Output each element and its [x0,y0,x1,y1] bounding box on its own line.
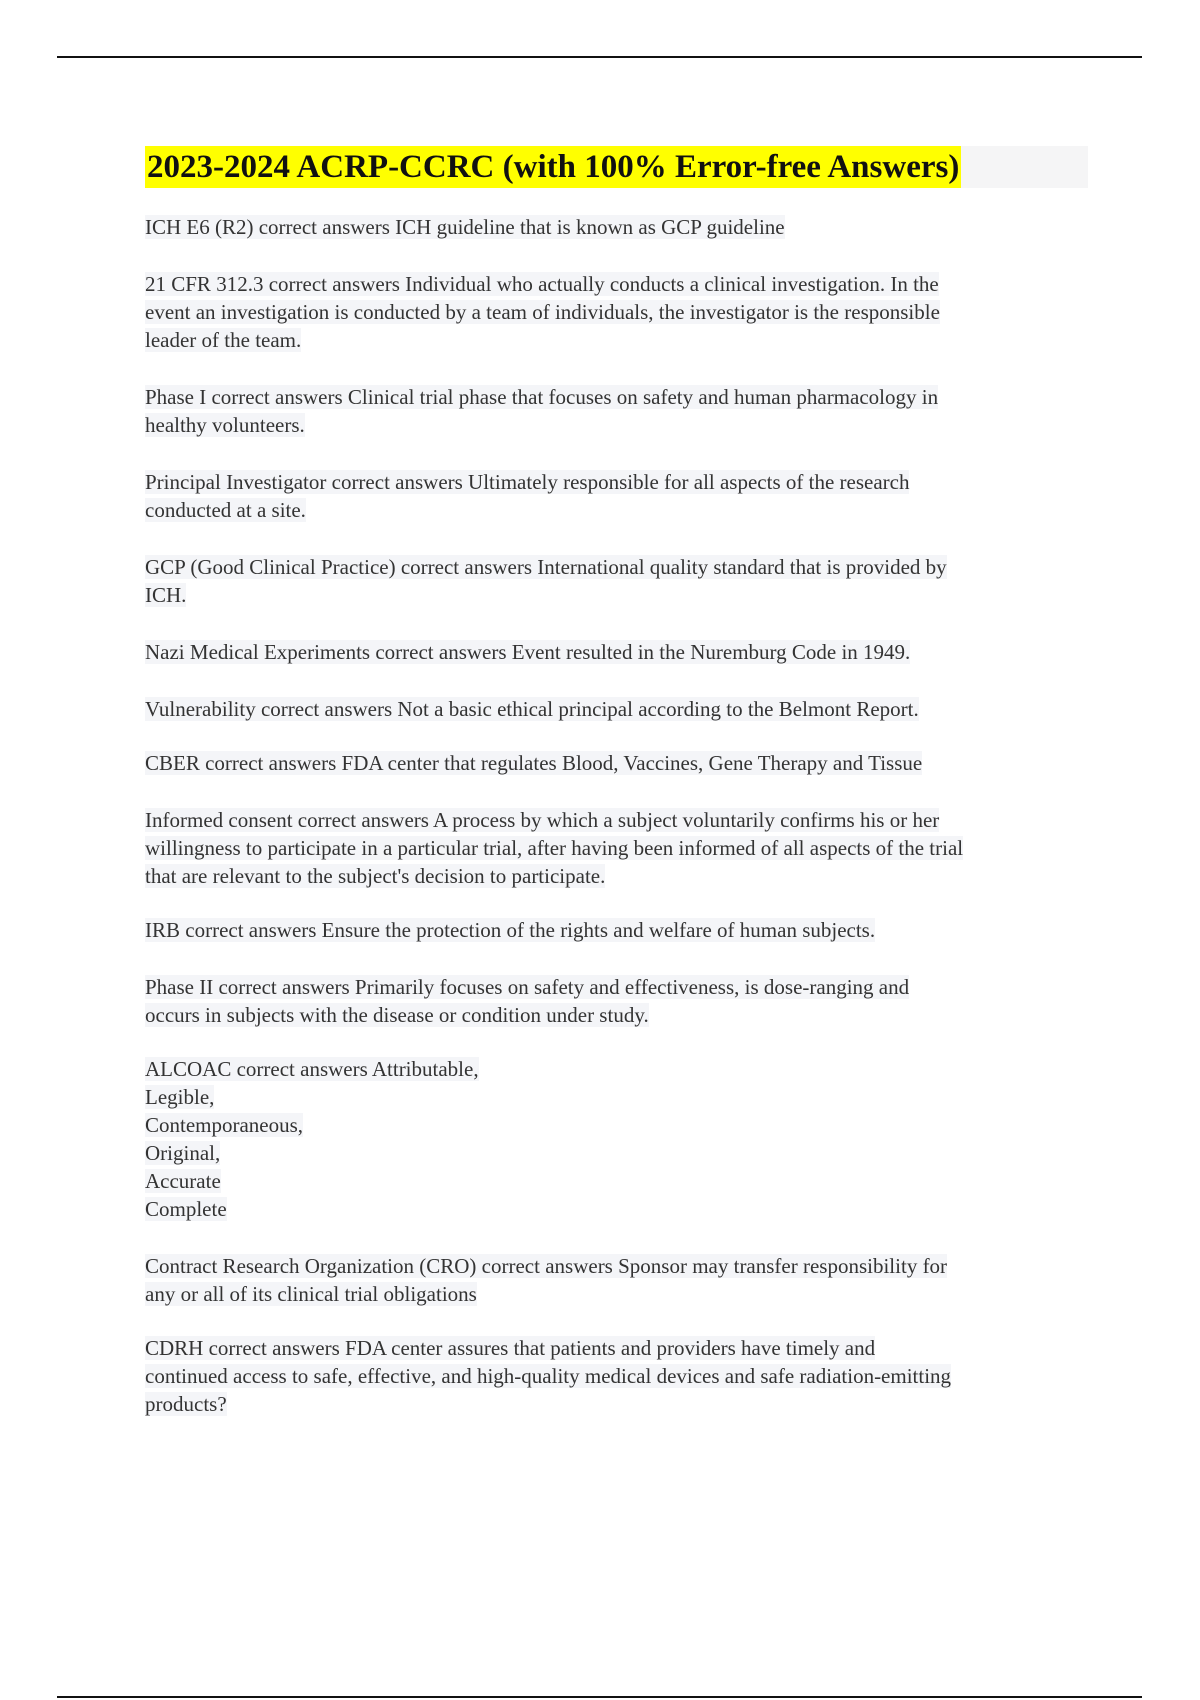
entry-line-text: IRB correct answers Ensure the protection of the rights and welfare of human subjects. [145,918,876,942]
entry-line [145,1252,1090,1280]
entry-line [145,1167,1090,1195]
entry-line-text: Complete [145,1197,227,1221]
qa-entry [145,695,1090,723]
qa-entry [145,213,1090,241]
entry-line [145,749,1090,777]
entry-line [145,213,1090,241]
entry-line-text: continued access to safe, effective, and high-quality medical devices and safe radiation-emitting [145,1364,952,1388]
entry-line [145,468,1090,496]
qa-entry [145,973,1090,1029]
entry-line-text: ALCOAC correct answers Attributable, [145,1057,479,1081]
entry-line-text: CDRH correct answers FDA center assures that patients and providers have timely and [145,1336,876,1360]
entry-line-text: Original, [145,1141,221,1165]
entry-line [145,411,1090,439]
entry-line-text: CBER correct answers FDA center that regulates Blood, Vaccines, Gene Therapy and Tissue [145,751,923,775]
entry-line-text: leader of the team. [145,328,302,352]
entry-line-text: event an investigation is conducted by a team of individuals, the investigator is the responsible [145,300,940,324]
entry-line [145,1055,1090,1083]
entry-line-text: that are relevant to the subject's decision to participate. [145,864,606,888]
qa-entry [145,270,1090,354]
qa-entry-list [145,213,1090,1418]
document-title: 2023-2024 ACRP-CCRC (with 100% Error-free Answers) [145,146,961,188]
qa-entry [145,1252,1090,1308]
entry-line [145,638,1090,666]
entry-line [145,496,1090,524]
title-block [145,146,1088,188]
entry-line [145,1390,1090,1418]
entry-line [145,326,1090,354]
entry-line [145,695,1090,723]
entry-line [145,806,1090,834]
entry-line [145,1280,1090,1308]
entry-line-text: Contemporaneous, [145,1113,304,1137]
entry-line-text: Legible, [145,1085,215,1109]
entry-line [145,298,1090,326]
entry-line-text: products? [145,1392,227,1416]
entry-line-text: occurs in subjects with the disease or condition under study. [145,1003,649,1027]
entry-line [145,1139,1090,1167]
entry-line [145,1001,1090,1029]
entry-line-text: Informed consent correct answers A process by which a subject voluntarily confirms his or her [145,808,940,832]
qa-entry [145,553,1090,609]
qa-entry [145,1334,1090,1418]
entry-line [145,916,1090,944]
entry-line-text: Contract Research Organization (CRO) correct answers Sponsor may transfer responsibility for [145,1254,948,1278]
entry-line-text: any or all of its clinical trial obligations [145,1282,477,1306]
entry-line-text: GCP (Good Clinical Practice) correct answers International quality standard that is provided by [145,555,947,579]
entry-line-text: healthy volunteers. [145,413,305,437]
entry-line-text: 21 CFR 312.3 correct answers Individual who actually conducts a clinical investigation. In the [145,272,939,296]
entry-line [145,1334,1090,1362]
entry-line [145,862,1090,890]
top-rule [57,56,1142,58]
bottom-rule [57,1696,1142,1698]
qa-entry [145,749,1090,777]
qa-entry [145,916,1090,944]
entry-line-text: Phase II correct answers Primarily focuses on safety and effectiveness, is dose-ranging and [145,975,910,999]
entry-line [145,834,1090,862]
qa-entry [145,468,1090,524]
entry-line [145,581,1090,609]
qa-entry [145,806,1090,890]
entry-line [145,383,1090,411]
entry-line-text: Nazi Medical Experiments correct answers Event resulted in the Nuremburg Code in 1949. [145,640,911,664]
entry-line-text: ICH. [145,583,187,607]
entry-line-text: Accurate [145,1169,221,1193]
entry-line [145,1111,1090,1139]
qa-entry [145,1055,1090,1223]
entry-line-text: ICH E6 (R2) correct answers ICH guideline that is known as GCP guideline [145,215,785,239]
entry-line-text: willingness to participate in a particular trial, after having been informed of all aspects of the trial [145,836,964,860]
entry-line-text: Phase I correct answers Clinical trial phase that focuses on safety and human pharmacology in [145,385,939,409]
entry-line [145,270,1090,298]
entry-line [145,1195,1090,1223]
entry-line [145,1362,1090,1390]
entry-line-text: conducted at a site. [145,498,306,522]
entry-line [145,973,1090,1001]
entry-line [145,553,1090,581]
qa-entry [145,383,1090,439]
qa-entry [145,638,1090,666]
entry-line-text: Vulnerability correct answers Not a basic ethical principal according to the Belmont Report. [145,697,919,721]
entry-line-text: Principal Investigator correct answers Ultimately responsible for all aspects of the research [145,470,910,494]
entry-line [145,1083,1090,1111]
